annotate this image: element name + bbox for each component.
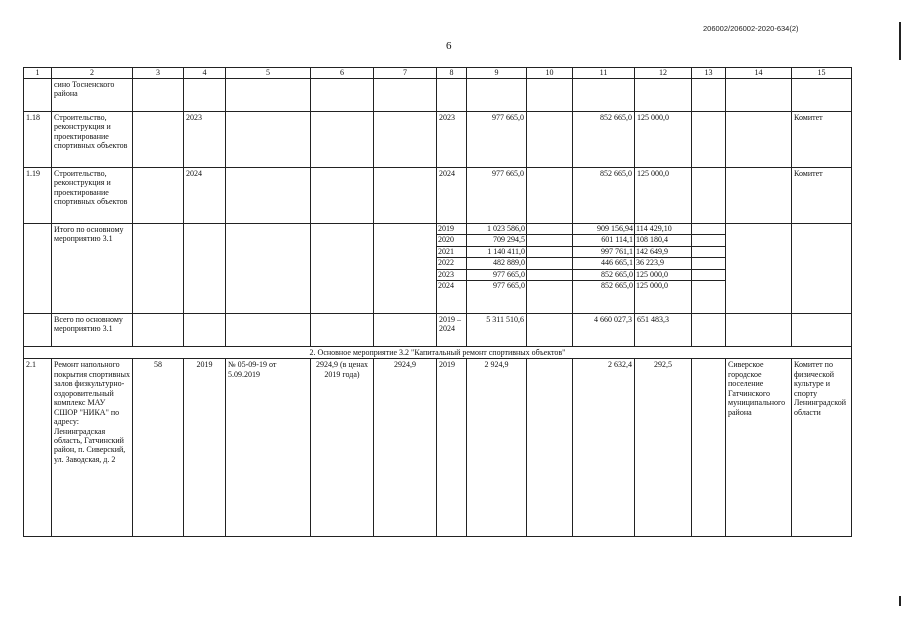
finance-year: 2023 — [437, 112, 467, 168]
table-row — [24, 112, 852, 168]
regional-amount: 2 632,4 — [573, 359, 635, 537]
regional-amount: 852 665,0 — [573, 168, 635, 224]
itogo-year: 2024 — [437, 280, 466, 291]
executor: Комитет — [792, 168, 852, 224]
column-number: 15 — [792, 68, 852, 79]
row-name: сино Тосненского района — [52, 79, 133, 112]
itogo-col10 — [527, 224, 572, 291]
vsego-total: 5 311 510,6 — [467, 314, 527, 347]
itogo-total: 1 023 586,0 — [487, 224, 525, 233]
column-number: 2 — [52, 68, 133, 79]
local-amount: 125 000,0 — [635, 112, 692, 168]
document-ref: № 05-09-19 от 5.09.2019 — [226, 359, 311, 537]
regional-amount: 852 665,0 — [573, 112, 635, 168]
column-number: 1 — [24, 68, 52, 79]
itogo-totals — [467, 224, 526, 291]
scan-edge-line — [899, 22, 901, 60]
row-number: 1.19 — [24, 168, 52, 224]
row-number: 2.1 — [24, 359, 52, 537]
column-7-value: 2924,9 — [374, 359, 437, 537]
executor: Комитет — [792, 112, 852, 168]
itogo-regional-amount: 997 761,1 — [573, 246, 634, 257]
column-number: 3 — [133, 68, 184, 79]
column-number: 11 — [573, 68, 635, 79]
itogo-total: 482 889,0 — [467, 258, 526, 269]
page-number: 6 — [446, 40, 452, 52]
itogo-total: 1 140 411,0 — [467, 246, 526, 257]
local-amount: 292,5 — [635, 359, 692, 537]
start-year: 2019 — [184, 359, 226, 537]
itogo-year: 2021 — [437, 246, 466, 257]
capacity-value: 58 — [133, 359, 184, 537]
itogo-col13 — [692, 224, 725, 291]
document-number: 206002/206002-2020-634(2) — [703, 24, 799, 33]
start-year: 2023 — [184, 112, 226, 168]
itogo-regional-amount: 852 665,0 — [573, 269, 634, 280]
itogo-years — [437, 224, 466, 291]
itogo-local-amount: 114 429,10 — [636, 224, 672, 233]
column-number: 4 — [184, 68, 226, 79]
executor: Комитет по физической культуре и спорту Ленинградской области — [792, 359, 852, 537]
vsego-label: Всего по основному мероприятию 3.1 — [52, 314, 133, 347]
column-number: 14 — [726, 68, 792, 79]
itogo-regional — [573, 224, 634, 291]
itogo-local-amount: 36 223,9 — [635, 258, 691, 269]
estimated-cost: 2924,9 (в ценах 2019 года) — [311, 359, 374, 537]
itogo-total: 977 665,0 — [467, 280, 526, 291]
table-row — [24, 79, 852, 112]
itogo-year: 2022 — [437, 258, 466, 269]
itogo-label: Итого по основному мероприятию 3.1 — [52, 224, 133, 314]
column-number: 10 — [527, 68, 573, 79]
scan-edge-mark — [899, 596, 901, 606]
start-year: 2024 — [184, 168, 226, 224]
vsego-local: 651 483,3 — [635, 314, 692, 347]
column-number: 13 — [692, 68, 726, 79]
itogo-row — [24, 224, 852, 314]
recipient: Сиверское городское поселение Гатчинского муниципального района — [726, 359, 792, 537]
vsego-row — [24, 314, 852, 347]
row-number: 1.18 — [24, 112, 52, 168]
itogo-total: 709 294,5 — [467, 235, 526, 246]
local-amount: 125 000,0 — [635, 168, 692, 224]
itogo-local — [635, 224, 691, 291]
itogo-total: 977 665,0 — [467, 269, 526, 280]
itogo-year: 2020 — [437, 235, 466, 246]
itogo-local-amount: 125 000,0 — [635, 280, 691, 291]
column-number: 7 — [374, 68, 437, 79]
finance-year: 2024 — [437, 168, 467, 224]
itogo-regional-amount: 909 156,94 — [597, 224, 633, 233]
column-number: 9 — [467, 68, 527, 79]
itogo-year: 2023 — [437, 269, 466, 280]
row-name: Строительство, реконструкция и проектирование спортивных объектов — [52, 168, 133, 224]
itogo-local-amount: 108 180,4 — [635, 235, 691, 246]
table-row — [24, 168, 852, 224]
column-number: 8 — [437, 68, 467, 79]
itogo-local-amount: 142 649,9 — [635, 246, 691, 257]
total-amount: 2 924,9 — [467, 359, 527, 537]
table-row — [24, 359, 852, 537]
column-number-row — [24, 68, 852, 79]
column-number: 5 — [226, 68, 311, 79]
itogo-year: 2019 — [438, 224, 454, 233]
total-amount: 977 665,0 — [467, 168, 527, 224]
vsego-regional: 4 660 027,3 — [573, 314, 635, 347]
itogo-regional-amount: 601 114,1 — [573, 235, 634, 246]
finance-year: 2019 — [437, 359, 467, 537]
section-header-row — [24, 347, 852, 359]
program-table — [23, 67, 852, 537]
vsego-years: 2019 – 2024 — [437, 314, 467, 347]
row-name: Ремонт напольного покрытия спортивных залов физкультурно-оздоровительный комплекс МАУ СШОР "НИКА" по адресу: Ленинградская область, Гатчинский район, п. Сиверский, ул. Заводская, д. 2 — [52, 359, 133, 537]
total-amount: 977 665,0 — [467, 112, 527, 168]
itogo-regional-amount: 446 665,1 — [573, 258, 634, 269]
row-name: Строительство, реконструкция и проектирование спортивных объектов — [52, 112, 133, 168]
itogo-regional-amount: 852 665,0 — [573, 280, 634, 291]
section-title: 2. Основное мероприятие 3.2 "Капитальный ремонт спортивных объектов" — [24, 347, 852, 359]
itogo-local-amount: 125 000,0 — [635, 269, 691, 280]
column-number: 12 — [635, 68, 692, 79]
column-number: 6 — [311, 68, 374, 79]
